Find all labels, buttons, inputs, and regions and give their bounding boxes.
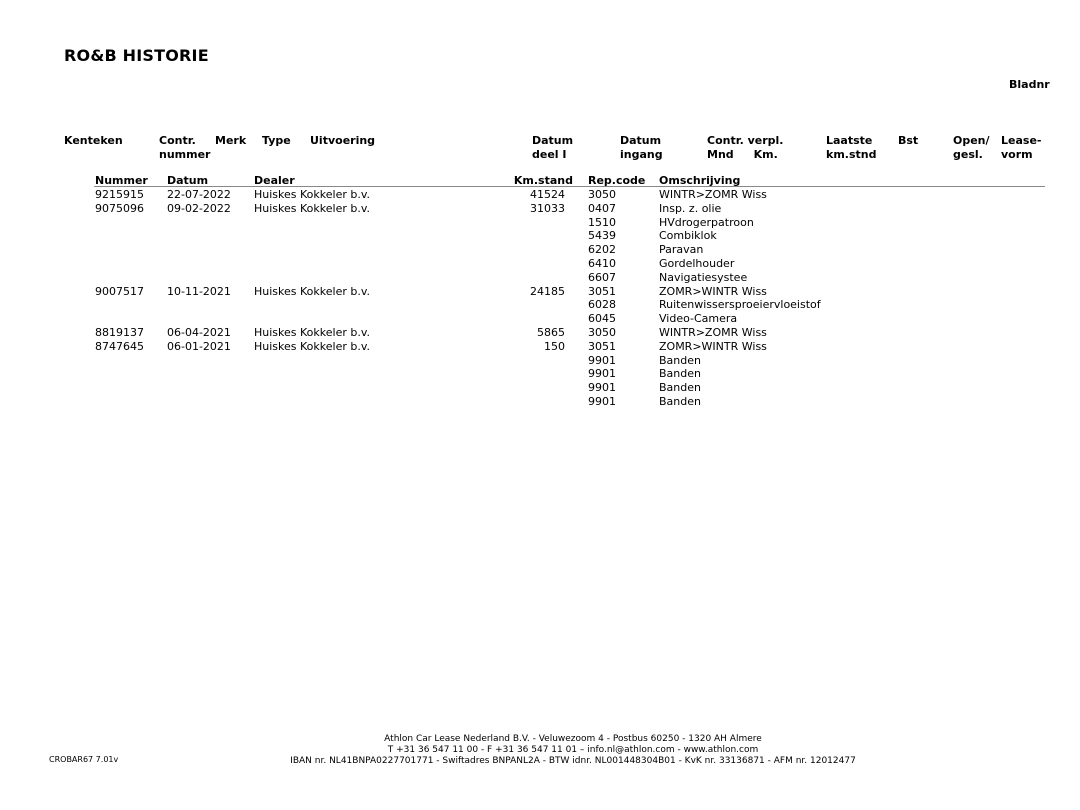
cell-repcode: 5439 — [588, 229, 616, 243]
header-datum-deel — [532, 134, 573, 161]
header-lease-line1: Lease- — [1001, 134, 1042, 147]
header-contract-number — [159, 134, 210, 161]
cell-omschrijving: Banden — [659, 367, 701, 381]
cell-kmstand: 150 — [544, 339, 565, 353]
cell-repcode: 6410 — [588, 256, 616, 270]
header-contract-line1: Contr. — [159, 134, 196, 147]
cell-kmstand: 41524 — [530, 188, 565, 201]
header-type: Type — [262, 134, 291, 147]
cell-omschrijving: Navigatiesystee — [659, 270, 748, 284]
cell-nummer: 9075096 — [95, 201, 144, 215]
column-nummer: Nummer — [95, 174, 148, 187]
cell-nummer: 8747645 — [95, 339, 144, 353]
cell-repcode: 6045 — [588, 312, 616, 326]
footer-registration: IBAN nr. NL41BNPA0227701771 - Swiftadres BNPANL2A - BTW idnr. NL001448304B01 - KvK nr. 33136871 - AFM nr. 12012477 — [290, 756, 856, 766]
cell-kmstand: 31033 — [530, 201, 565, 215]
page-number-label: Bladnr — [1009, 78, 1050, 91]
cell-omschrijving: Video-Camera — [659, 312, 738, 326]
header-uitvoering: Uitvoering — [310, 134, 376, 147]
cell-omschrijving: Paravan — [659, 243, 704, 257]
table-row — [0, 312, 1080, 326]
header-laatste-line2: km.stnd — [826, 147, 877, 161]
header-open-gesl — [953, 134, 990, 161]
cell-omschrijving: ZOMR>WINTR Wiss — [659, 284, 767, 298]
cell-nummer: 9215915 — [95, 188, 144, 201]
column-omschrijving: Omschrijving — [659, 174, 741, 187]
header-datum-deel-line2: deel I — [532, 147, 567, 161]
table-row — [0, 188, 1080, 202]
cell-omschrijving: Insp. z. olie — [659, 201, 722, 215]
cell-repcode: 3050 — [588, 325, 616, 339]
cell-repcode: 9901 — [588, 353, 616, 367]
cell-nummer: 8819137 — [95, 325, 144, 339]
cell-repcode: 3051 — [588, 284, 616, 298]
cell-omschrijving: Ruitenwissersproeiervloeistof — [659, 298, 821, 312]
header-contr-verpl — [707, 134, 783, 161]
header-datum-ingang-line2: ingang — [620, 147, 663, 161]
cell-omschrijving: WINTR>ZOMR Wiss — [659, 325, 767, 339]
header-datum-ingang — [620, 134, 663, 161]
table-row — [0, 367, 1080, 381]
cell-datum: 10-11-2021 — [167, 284, 231, 298]
cell-repcode: 6202 — [588, 243, 616, 257]
cell-omschrijving: WINTR>ZOMR Wiss — [659, 188, 767, 201]
table-row — [0, 326, 1080, 340]
cell-omschrijving: HVdrogerpatroon — [659, 215, 754, 229]
table-row — [0, 298, 1080, 312]
header-lease-line2: vorm — [1001, 147, 1033, 161]
column-kmstand: Km.stand — [513, 174, 573, 187]
cell-dealer: Huiskes Kokkeler b.v. — [254, 284, 370, 298]
footer-address: Athlon Car Lease Nederland B.V. - Veluwezoom 4 - Postbus 60250 - 1320 AH Almere — [384, 734, 762, 744]
cell-repcode: 3050 — [588, 188, 616, 201]
header-datum-ingang-line1: Datum — [620, 134, 662, 147]
cell-datum: 09-02-2022 — [167, 201, 231, 215]
page-title: RO&B HISTORIE — [64, 46, 209, 65]
cell-dealer: Huiskes Kokkeler b.v. — [254, 325, 370, 339]
table-row — [0, 395, 1080, 409]
table-row — [0, 229, 1080, 243]
table-row — [0, 340, 1080, 354]
header-mnd: Mnd — [707, 147, 734, 161]
footer-contact: T +31 36 547 11 00 - F +31 36 547 11 01 – info.nl@athlon.com - www.athlon.com — [387, 745, 759, 755]
header-mnd-km — [707, 148, 783, 162]
cell-datum: 06-04-2021 — [167, 325, 231, 339]
header-bst: Bst — [898, 134, 919, 147]
table-row — [0, 243, 1080, 257]
column-datum: Datum — [167, 174, 209, 187]
header-km: Km. — [753, 147, 778, 161]
cell-repcode: 6607 — [588, 270, 616, 284]
cell-dealer: Huiskes Kokkeler b.v. — [254, 201, 370, 215]
cell-omschrijving: Banden — [659, 394, 701, 408]
header-open-line1: Open/ — [953, 134, 990, 147]
cell-omschrijving: Banden — [659, 381, 701, 395]
cell-kmstand: 5865 — [537, 325, 565, 339]
cell-omschrijving: Banden — [659, 353, 701, 367]
cell-repcode: 9901 — [588, 367, 616, 381]
cell-repcode: 9901 — [588, 381, 616, 395]
table-row — [0, 271, 1080, 285]
column-repcode: Rep.code — [588, 174, 646, 187]
header-contr-verpl-line1: Contr. verpl. — [707, 134, 784, 147]
cell-kmstand: 24185 — [530, 284, 565, 298]
cell-datum: 06-01-2021 — [167, 339, 231, 353]
header-datum-deel-line1: Datum — [532, 134, 574, 147]
cell-repcode: 3051 — [588, 339, 616, 353]
cell-omschrijving: Combiklok — [659, 229, 717, 243]
cell-repcode: 6028 — [588, 298, 616, 312]
table-row — [0, 381, 1080, 395]
table-row — [0, 257, 1080, 271]
header-divider — [94, 186, 1045, 187]
header-laatste-kmstand — [826, 134, 876, 161]
cell-repcode: 9901 — [588, 394, 616, 408]
header-kenteken: Kenteken — [64, 134, 123, 147]
cell-dealer: Huiskes Kokkeler b.v. — [254, 339, 370, 353]
cell-datum: 22-07-2022 — [167, 188, 231, 201]
cell-omschrijving: ZOMR>WINTR Wiss — [659, 339, 767, 353]
column-dealer: Dealer — [254, 174, 295, 187]
header-leasevorm — [1001, 134, 1041, 161]
header-merk: Merk — [215, 134, 247, 147]
cell-repcode: 1510 — [588, 215, 616, 229]
cell-omschrijving: Gordelhouder — [659, 256, 735, 270]
table-row — [0, 216, 1080, 230]
table-row — [0, 354, 1080, 368]
table-row — [0, 285, 1080, 299]
history-table — [0, 188, 1080, 409]
table-row — [0, 202, 1080, 216]
cell-nummer: 9007517 — [95, 284, 144, 298]
cell-repcode: 0407 — [588, 201, 616, 215]
header-laatste-line1: Laatste — [826, 134, 873, 147]
footer-form-code: CROBAR67 7.01v — [49, 755, 119, 764]
header-contract-line2: nummer — [159, 147, 211, 161]
header-open-line2: gesl. — [953, 147, 983, 161]
cell-dealer: Huiskes Kokkeler b.v. — [254, 188, 370, 201]
